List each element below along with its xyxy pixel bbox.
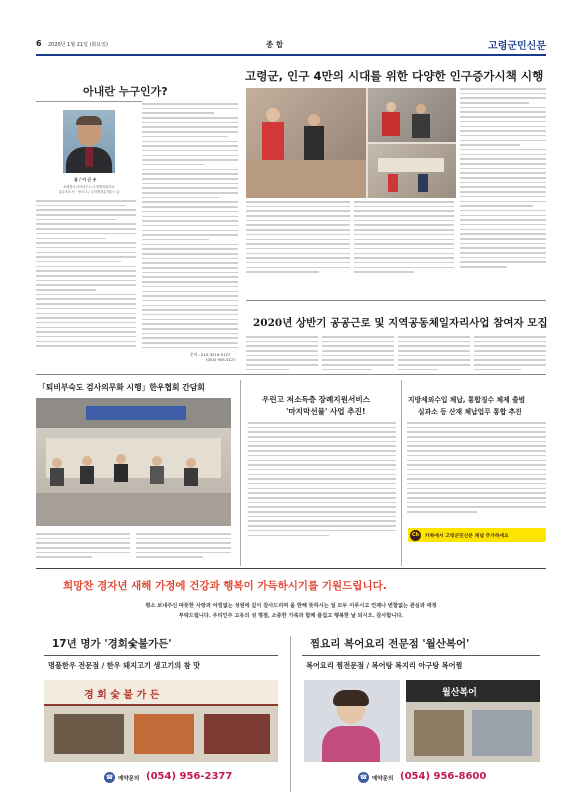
ad-right-phone: (054) 956-8600 [400,771,487,782]
main-headline: 고령군, 인구 4만의 시대를 위한 다양한 인구증가시책 시행 [245,69,544,83]
author-title-2: 홍수지도사 · 영오나 / 수학발차분개다 / 글 [58,190,120,194]
kakao-channel-banner[interactable] [408,528,546,542]
column-box [36,63,240,363]
kakao-channel-label: 카톡에서 고령군민신문 채널 추가하세요 [425,533,509,539]
column-phone-2: (054) 955-5127 [206,357,236,362]
ad-right-title: 찜요리 복어요리 전문점 '월산복어' [310,638,470,650]
article3-body-1 [36,533,130,565]
article3-photo [36,398,231,526]
article4-body [248,422,396,546]
article5-body [407,422,546,518]
ad-left-storefront [44,680,278,762]
main-photo-collage [246,88,456,198]
column-body-left [36,200,136,352]
ad-left-sign: 경 회 숯 불 가 든 [84,690,160,701]
column-phone: 문의 : 010-3519-5127 [190,352,231,357]
newyear-top-rule [36,568,546,569]
article3-top-rule [36,374,546,375]
phone-icon: ☎ [359,774,368,781]
main-body-right [460,88,546,281]
ad-right-subtitle: 복어요리 찜전문점 / 복어탕 복지리 아구탕 복어찜 [306,661,463,670]
ad-right [296,628,546,798]
ad-right-sign: 월산복어 [442,688,477,698]
article4-headline-1: 우린고 저소득층 장례지원서비스 [262,395,370,404]
article2-col-4 [474,336,546,372]
issue-date: 2020년 1월 21일 (화요일) [48,42,108,48]
page-number: 6 [36,39,42,48]
newyear-sub-2: 부탁드립니다. 우리인주 고유의 성 명점, 소중한 가족과 함께 즐겁고 행복한 날 되시오. 감사합니다. [178,613,404,619]
ad-left-title: 17년 명가 '경회숯불가든' [52,638,172,650]
article2-top-rule [246,300,546,301]
ad-divider [290,636,291,792]
ad-right-phone-label: 예약문의 [372,776,394,782]
ad-left [36,628,286,798]
header-rule [36,54,546,56]
ad-left-phone: (054) 956-2377 [146,771,233,782]
kakao-channel-icon: Ch [410,530,421,541]
ad-left-subtitle: 명품한우 전문점 / 한우 돼지고기 생고기의 참 맛 [48,661,201,670]
author-title-1: 포체봉수사이마구시 수학발차범호농 [62,185,115,189]
article4-headline-2: '마지막선물' 사업 추진! [286,407,366,416]
ad-left-title-rule [44,655,278,656]
ad-right-title-rule [302,655,540,656]
article3-headline: 「퇴비부숙도 검사의무화 시행」한우협회 간담회 [38,383,205,392]
article5-headline-1: 지방세외수입 체납, 통합징수 체제 출범 [408,396,526,404]
article2-headline: 2020년 상반기 공공근로 및 지역공동체일자리사업 참여자 모집 [253,317,548,329]
left-col-divider [240,380,241,566]
mid-col-divider [401,380,402,566]
author-name: 글 / 이 근 우 [74,177,97,182]
page-header [36,36,546,52]
column-body-right [142,103,238,348]
newyear-sub-1: 평소 보내주신 따뜻한 사랑과 아낌없는 성원에 깊이 감사드리며 올 한해 뜻하시는 일 모두 이루시고 언제나 변함없는 관심과 애정 [145,603,437,609]
ad-left-phone-row [104,771,280,785]
phone-icon: ☎ [105,774,114,781]
newyear-headline: 희망찬 경자년 새해 가정에 건강과 행복이 가득하시기를 기원드립니다. [63,580,387,592]
ad-right-owner-photo [304,680,400,762]
ad-left-phone-label: 예약문의 [118,776,140,782]
main-photo-caption [246,201,350,281]
article2-col-1 [246,336,318,372]
title-rule [36,101,142,102]
column-title: 아내란 누구인가? [83,85,168,98]
section-label: 종 합 [266,40,284,49]
paper-name: 고령군민신문 [488,41,546,52]
article3-body-2 [136,533,231,565]
ad-right-phone-row [358,771,540,785]
main-body-middle [354,201,454,281]
article2-col-2 [322,336,394,372]
ad-right-storefront [406,680,540,762]
article5-headline-2: 실과소 등 산재 체납업무 통합 추진 [418,408,522,416]
author-portrait [63,110,115,173]
article2-col-3 [398,336,470,372]
